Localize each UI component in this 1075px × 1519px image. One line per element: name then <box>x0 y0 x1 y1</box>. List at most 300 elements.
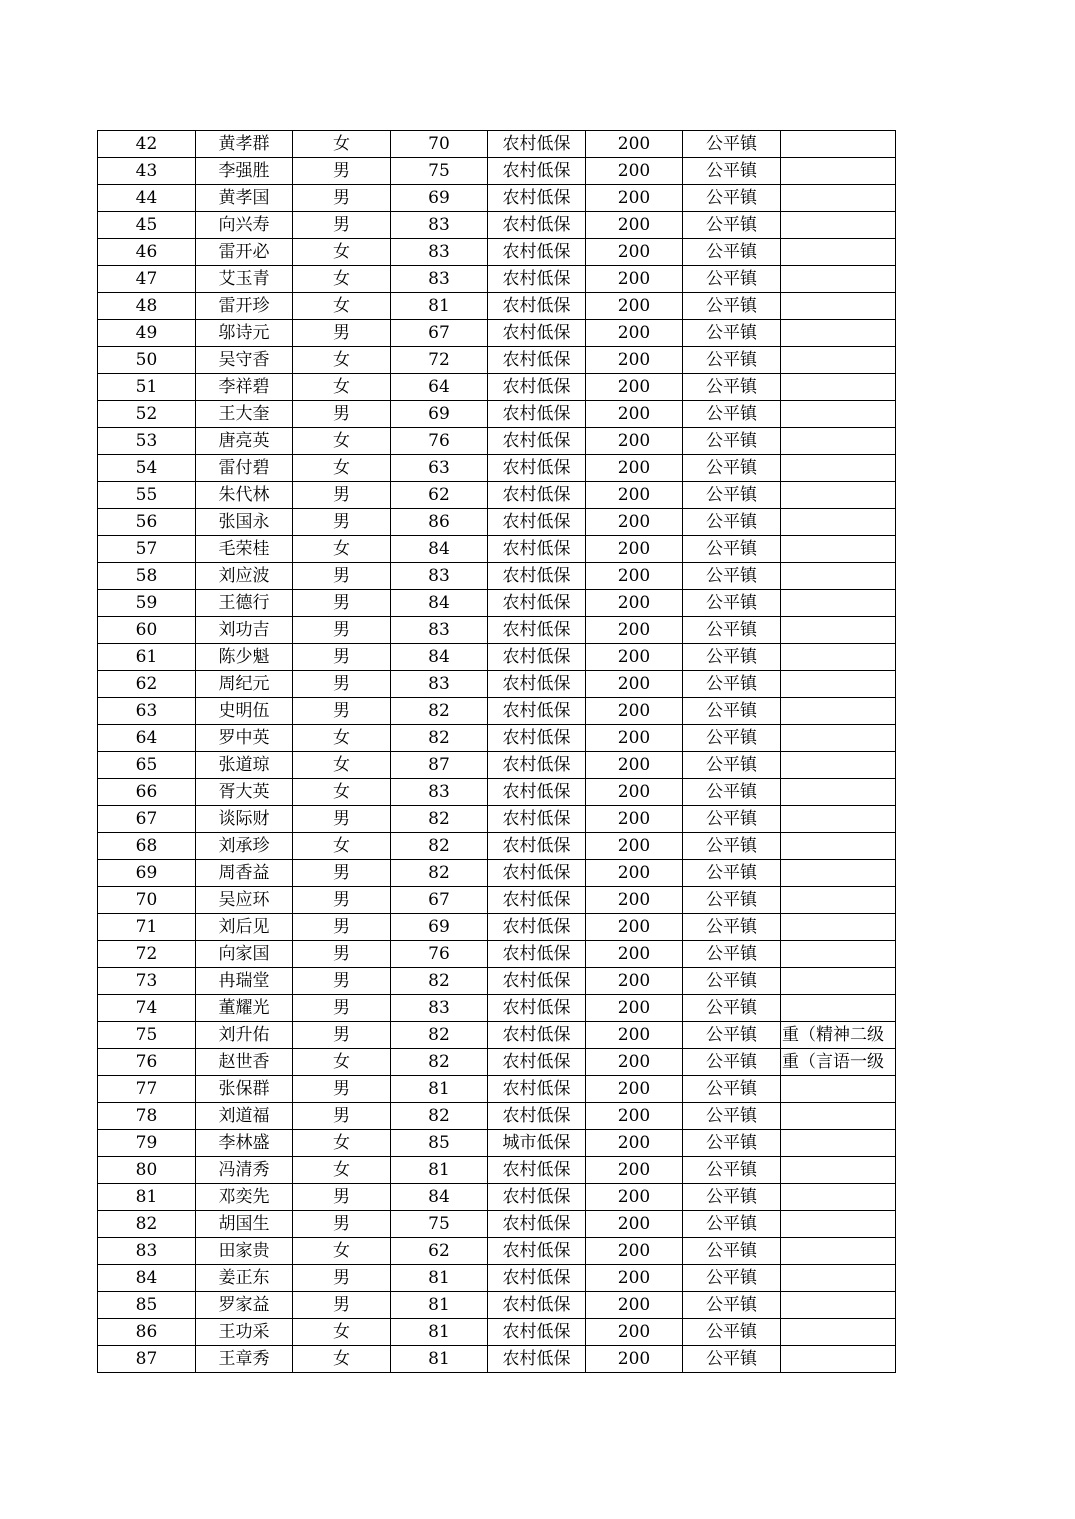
cell-amount: 200 <box>586 1292 683 1319</box>
cell-category: 农村低保 <box>488 428 586 455</box>
cell-amount: 200 <box>586 347 683 374</box>
cell-category: 农村低保 <box>488 995 586 1022</box>
cell-age: 81 <box>391 1292 488 1319</box>
cell-no: 86 <box>98 1319 196 1346</box>
table-row <box>98 401 896 428</box>
cell-note <box>781 536 896 563</box>
cell-note <box>781 1211 896 1238</box>
cell-category: 农村低保 <box>488 968 586 995</box>
cell-amount: 200 <box>586 1049 683 1076</box>
cell-no: 57 <box>98 536 196 563</box>
cell-township: 公平镇 <box>683 536 781 563</box>
cell-name: 王功采 <box>196 1319 293 1346</box>
cell-amount: 200 <box>586 401 683 428</box>
cell-age: 62 <box>391 1238 488 1265</box>
cell-age: 81 <box>391 1319 488 1346</box>
cell-township: 公平镇 <box>683 239 781 266</box>
cell-township: 公平镇 <box>683 968 781 995</box>
cell-no: 49 <box>98 320 196 347</box>
cell-township: 公平镇 <box>683 509 781 536</box>
cell-gender: 男 <box>293 644 391 671</box>
cell-age: 82 <box>391 806 488 833</box>
cell-category: 农村低保 <box>488 914 586 941</box>
table-row <box>98 968 896 995</box>
cell-category: 农村低保 <box>488 1076 586 1103</box>
cell-amount: 200 <box>586 941 683 968</box>
cell-name: 胥大英 <box>196 779 293 806</box>
cell-amount: 200 <box>586 1319 683 1346</box>
cell-township: 公平镇 <box>683 482 781 509</box>
cell-age: 81 <box>391 293 488 320</box>
cell-gender: 女 <box>293 779 391 806</box>
cell-name: 周纪元 <box>196 671 293 698</box>
table-row <box>98 482 896 509</box>
cell-amount: 200 <box>586 509 683 536</box>
cell-no: 81 <box>98 1184 196 1211</box>
cell-age: 82 <box>391 698 488 725</box>
cell-name: 李强胜 <box>196 158 293 185</box>
table-row <box>98 536 896 563</box>
cell-township: 公平镇 <box>683 428 781 455</box>
cell-name: 冯清秀 <box>196 1157 293 1184</box>
table-row <box>98 509 896 536</box>
cell-amount: 200 <box>586 1022 683 1049</box>
cell-gender: 男 <box>293 482 391 509</box>
cell-note <box>781 968 896 995</box>
cell-category: 农村低保 <box>488 212 586 239</box>
cell-gender: 男 <box>293 401 391 428</box>
cell-note <box>781 347 896 374</box>
cell-age: 83 <box>391 617 488 644</box>
table-row <box>98 1346 896 1373</box>
cell-note <box>781 320 896 347</box>
cell-age: 63 <box>391 455 488 482</box>
cell-gender: 女 <box>293 752 391 779</box>
cell-no: 56 <box>98 509 196 536</box>
cell-category: 农村低保 <box>488 509 586 536</box>
cell-no: 45 <box>98 212 196 239</box>
cell-amount: 200 <box>586 1265 683 1292</box>
cell-name: 刘承珍 <box>196 833 293 860</box>
cell-note <box>781 1346 896 1373</box>
cell-category: 农村低保 <box>488 401 586 428</box>
cell-category: 农村低保 <box>488 806 586 833</box>
cell-no: 59 <box>98 590 196 617</box>
cell-name: 吴应环 <box>196 887 293 914</box>
cell-age: 82 <box>391 833 488 860</box>
cell-amount: 200 <box>586 698 683 725</box>
table-row <box>98 131 896 158</box>
cell-no: 80 <box>98 1157 196 1184</box>
cell-no: 61 <box>98 644 196 671</box>
cell-gender: 女 <box>293 266 391 293</box>
table-row <box>98 698 896 725</box>
cell-amount: 200 <box>586 320 683 347</box>
cell-age: 87 <box>391 752 488 779</box>
cell-no: 55 <box>98 482 196 509</box>
cell-note <box>781 1130 896 1157</box>
cell-name: 冉瑞堂 <box>196 968 293 995</box>
cell-township: 公平镇 <box>683 320 781 347</box>
cell-note <box>781 455 896 482</box>
cell-no: 54 <box>98 455 196 482</box>
cell-township: 公平镇 <box>683 752 781 779</box>
cell-gender: 女 <box>293 536 391 563</box>
table-row <box>98 644 896 671</box>
cell-note <box>781 509 896 536</box>
cell-gender: 男 <box>293 563 391 590</box>
cell-age: 84 <box>391 1184 488 1211</box>
table-row <box>98 860 896 887</box>
cell-category: 农村低保 <box>488 590 586 617</box>
cell-category: 农村低保 <box>488 158 586 185</box>
cell-category: 农村低保 <box>488 293 586 320</box>
cell-amount: 200 <box>586 995 683 1022</box>
cell-gender: 男 <box>293 1022 391 1049</box>
cell-no: 76 <box>98 1049 196 1076</box>
cell-no: 66 <box>98 779 196 806</box>
cell-gender: 男 <box>293 320 391 347</box>
cell-note <box>781 212 896 239</box>
cell-age: 84 <box>391 536 488 563</box>
cell-category: 农村低保 <box>488 1319 586 1346</box>
table-row <box>98 671 896 698</box>
cell-amount: 200 <box>586 1211 683 1238</box>
cell-gender: 男 <box>293 509 391 536</box>
cell-category: 农村低保 <box>488 941 586 968</box>
cell-name: 史明伍 <box>196 698 293 725</box>
cell-category: 农村低保 <box>488 860 586 887</box>
cell-amount: 200 <box>586 455 683 482</box>
cell-note <box>781 563 896 590</box>
cell-township: 公平镇 <box>683 293 781 320</box>
table-row <box>98 833 896 860</box>
cell-category: 农村低保 <box>488 671 586 698</box>
cell-no: 50 <box>98 347 196 374</box>
cell-category: 农村低保 <box>488 374 586 401</box>
table-row <box>98 725 896 752</box>
cell-age: 70 <box>391 131 488 158</box>
cell-note <box>781 887 896 914</box>
cell-amount: 200 <box>586 644 683 671</box>
cell-gender: 男 <box>293 698 391 725</box>
cell-amount: 200 <box>586 779 683 806</box>
cell-age: 62 <box>391 482 488 509</box>
cell-township: 公平镇 <box>683 833 781 860</box>
table-row <box>98 1076 896 1103</box>
cell-name: 刘后见 <box>196 914 293 941</box>
cell-amount: 200 <box>586 482 683 509</box>
cell-township: 公平镇 <box>683 563 781 590</box>
cell-age: 84 <box>391 590 488 617</box>
cell-amount: 200 <box>586 266 683 293</box>
cell-township: 公平镇 <box>683 1292 781 1319</box>
cell-category: 农村低保 <box>488 239 586 266</box>
cell-no: 71 <box>98 914 196 941</box>
cell-category: 农村低保 <box>488 131 586 158</box>
cell-gender: 女 <box>293 293 391 320</box>
cell-age: 81 <box>391 1265 488 1292</box>
cell-category: 农村低保 <box>488 482 586 509</box>
cell-name: 雷付碧 <box>196 455 293 482</box>
cell-gender: 男 <box>293 806 391 833</box>
cell-name: 李祥碧 <box>196 374 293 401</box>
cell-gender: 女 <box>293 1049 391 1076</box>
table-row <box>98 185 896 212</box>
cell-category: 农村低保 <box>488 1049 586 1076</box>
cell-age: 83 <box>391 212 488 239</box>
table-row <box>98 1265 896 1292</box>
cell-name: 张道琼 <box>196 752 293 779</box>
cell-gender: 男 <box>293 185 391 212</box>
table-row <box>98 455 896 482</box>
cell-no: 53 <box>98 428 196 455</box>
table-row <box>98 941 896 968</box>
cell-no: 65 <box>98 752 196 779</box>
cell-note <box>781 995 896 1022</box>
cell-township: 公平镇 <box>683 266 781 293</box>
cell-name: 罗家益 <box>196 1292 293 1319</box>
cell-note <box>781 698 896 725</box>
cell-no: 62 <box>98 671 196 698</box>
cell-no: 72 <box>98 941 196 968</box>
cell-amount: 200 <box>586 1130 683 1157</box>
table-row <box>98 752 896 779</box>
cell-note <box>781 1184 896 1211</box>
cell-category: 农村低保 <box>488 644 586 671</box>
cell-gender: 男 <box>293 590 391 617</box>
cell-township: 公平镇 <box>683 1157 781 1184</box>
cell-no: 79 <box>98 1130 196 1157</box>
cell-age: 83 <box>391 671 488 698</box>
cell-category: 农村低保 <box>488 536 586 563</box>
cell-note: 重（精神二级 <box>781 1022 896 1049</box>
cell-amount: 200 <box>586 968 683 995</box>
cell-age: 83 <box>391 779 488 806</box>
cell-gender: 男 <box>293 1184 391 1211</box>
cell-category: 农村低保 <box>488 1346 586 1373</box>
cell-township: 公平镇 <box>683 1319 781 1346</box>
table-row <box>98 212 896 239</box>
cell-note <box>781 644 896 671</box>
cell-no: 51 <box>98 374 196 401</box>
cell-note <box>781 374 896 401</box>
cell-age: 69 <box>391 401 488 428</box>
cell-note <box>781 1157 896 1184</box>
cell-age: 83 <box>391 266 488 293</box>
cell-age: 83 <box>391 995 488 1022</box>
cell-note <box>781 914 896 941</box>
cell-township: 公平镇 <box>683 590 781 617</box>
cell-category: 农村低保 <box>488 725 586 752</box>
cell-township: 公平镇 <box>683 887 781 914</box>
cell-age: 72 <box>391 347 488 374</box>
table-row <box>98 563 896 590</box>
cell-name: 雷开珍 <box>196 293 293 320</box>
cell-note <box>781 482 896 509</box>
cell-note <box>781 185 896 212</box>
cell-no: 74 <box>98 995 196 1022</box>
cell-name: 邓奕先 <box>196 1184 293 1211</box>
cell-name: 周香益 <box>196 860 293 887</box>
cell-gender: 女 <box>293 455 391 482</box>
cell-amount: 200 <box>586 293 683 320</box>
cell-note <box>781 833 896 860</box>
cell-name: 董耀光 <box>196 995 293 1022</box>
cell-amount: 200 <box>586 536 683 563</box>
cell-age: 83 <box>391 563 488 590</box>
cell-age: 83 <box>391 239 488 266</box>
cell-category: 农村低保 <box>488 563 586 590</box>
cell-amount: 200 <box>586 1103 683 1130</box>
cell-age: 69 <box>391 914 488 941</box>
cell-township: 公平镇 <box>683 1238 781 1265</box>
cell-township: 公平镇 <box>683 1211 781 1238</box>
cell-gender: 男 <box>293 1103 391 1130</box>
cell-age: 64 <box>391 374 488 401</box>
cell-note <box>781 401 896 428</box>
cell-township: 公平镇 <box>683 374 781 401</box>
cell-category: 农村低保 <box>488 1292 586 1319</box>
cell-age: 81 <box>391 1076 488 1103</box>
cell-gender: 男 <box>293 860 391 887</box>
cell-gender: 男 <box>293 941 391 968</box>
cell-amount: 200 <box>586 860 683 887</box>
cell-township: 公平镇 <box>683 860 781 887</box>
table-row <box>98 1157 896 1184</box>
table-row <box>98 1184 896 1211</box>
cell-gender: 男 <box>293 914 391 941</box>
cell-name: 黄孝群 <box>196 131 293 158</box>
cell-township: 公平镇 <box>683 995 781 1022</box>
cell-amount: 200 <box>586 239 683 266</box>
cell-age: 81 <box>391 1346 488 1373</box>
cell-gender: 男 <box>293 1211 391 1238</box>
cell-no: 84 <box>98 1265 196 1292</box>
cell-township: 公平镇 <box>683 941 781 968</box>
cell-amount: 200 <box>586 1157 683 1184</box>
table-row <box>98 239 896 266</box>
cell-no: 63 <box>98 698 196 725</box>
table-row <box>98 590 896 617</box>
cell-name: 谈际财 <box>196 806 293 833</box>
table-row <box>98 806 896 833</box>
cell-name: 艾玉青 <box>196 266 293 293</box>
cell-age: 82 <box>391 725 488 752</box>
cell-age: 82 <box>391 1049 488 1076</box>
cell-no: 44 <box>98 185 196 212</box>
cell-note <box>781 806 896 833</box>
table-row <box>98 374 896 401</box>
cell-gender: 男 <box>293 995 391 1022</box>
cell-name: 朱代林 <box>196 482 293 509</box>
cell-note <box>781 266 896 293</box>
cell-category: 农村低保 <box>488 1265 586 1292</box>
cell-amount: 200 <box>586 725 683 752</box>
cell-age: 82 <box>391 968 488 995</box>
table-body <box>98 131 896 1373</box>
cell-note <box>781 158 896 185</box>
cell-no: 67 <box>98 806 196 833</box>
table-row <box>98 779 896 806</box>
cell-township: 公平镇 <box>683 212 781 239</box>
cell-note <box>781 293 896 320</box>
cell-category: 农村低保 <box>488 1184 586 1211</box>
cell-category: 农村低保 <box>488 752 586 779</box>
cell-amount: 200 <box>586 914 683 941</box>
cell-category: 农村低保 <box>488 1211 586 1238</box>
cell-township: 公平镇 <box>683 725 781 752</box>
cell-age: 84 <box>391 644 488 671</box>
cell-no: 69 <box>98 860 196 887</box>
cell-township: 公平镇 <box>683 806 781 833</box>
cell-township: 公平镇 <box>683 671 781 698</box>
cell-township: 公平镇 <box>683 347 781 374</box>
cell-name: 田家贵 <box>196 1238 293 1265</box>
cell-age: 86 <box>391 509 488 536</box>
cell-name: 黄孝国 <box>196 185 293 212</box>
cell-gender: 女 <box>293 131 391 158</box>
cell-township: 公平镇 <box>683 914 781 941</box>
cell-name: 毛荣桂 <box>196 536 293 563</box>
cell-category: 农村低保 <box>488 320 586 347</box>
cell-note <box>781 1265 896 1292</box>
cell-township: 公平镇 <box>683 1022 781 1049</box>
cell-note <box>781 239 896 266</box>
cell-township: 公平镇 <box>683 779 781 806</box>
cell-age: 67 <box>391 320 488 347</box>
cell-note <box>781 617 896 644</box>
cell-name: 罗中英 <box>196 725 293 752</box>
cell-gender: 女 <box>293 725 391 752</box>
table-row <box>98 1130 896 1157</box>
cell-no: 58 <box>98 563 196 590</box>
cell-note <box>781 1319 896 1346</box>
cell-note <box>781 941 896 968</box>
cell-township: 公平镇 <box>683 131 781 158</box>
cell-gender: 男 <box>293 1265 391 1292</box>
table-row <box>98 158 896 185</box>
cell-note <box>781 860 896 887</box>
cell-age: 82 <box>391 1103 488 1130</box>
cell-name: 刘应波 <box>196 563 293 590</box>
table-row <box>98 1211 896 1238</box>
cell-age: 76 <box>391 428 488 455</box>
cell-category: 农村低保 <box>488 1238 586 1265</box>
cell-name: 王德行 <box>196 590 293 617</box>
cell-amount: 200 <box>586 185 683 212</box>
cell-township: 公平镇 <box>683 1076 781 1103</box>
cell-name: 陈少魁 <box>196 644 293 671</box>
cell-amount: 200 <box>586 752 683 779</box>
cell-no: 85 <box>98 1292 196 1319</box>
cell-gender: 女 <box>293 833 391 860</box>
cell-no: 42 <box>98 131 196 158</box>
table-row <box>98 428 896 455</box>
cell-category: 农村低保 <box>488 833 586 860</box>
cell-no: 87 <box>98 1346 196 1373</box>
cell-category: 农村低保 <box>488 698 586 725</box>
cell-amount: 200 <box>586 563 683 590</box>
cell-gender: 女 <box>293 347 391 374</box>
cell-name: 张保群 <box>196 1076 293 1103</box>
data-table <box>97 130 896 1373</box>
cell-gender: 男 <box>293 968 391 995</box>
cell-amount: 200 <box>586 1346 683 1373</box>
table-row <box>98 293 896 320</box>
cell-no: 48 <box>98 293 196 320</box>
cell-gender: 女 <box>293 374 391 401</box>
